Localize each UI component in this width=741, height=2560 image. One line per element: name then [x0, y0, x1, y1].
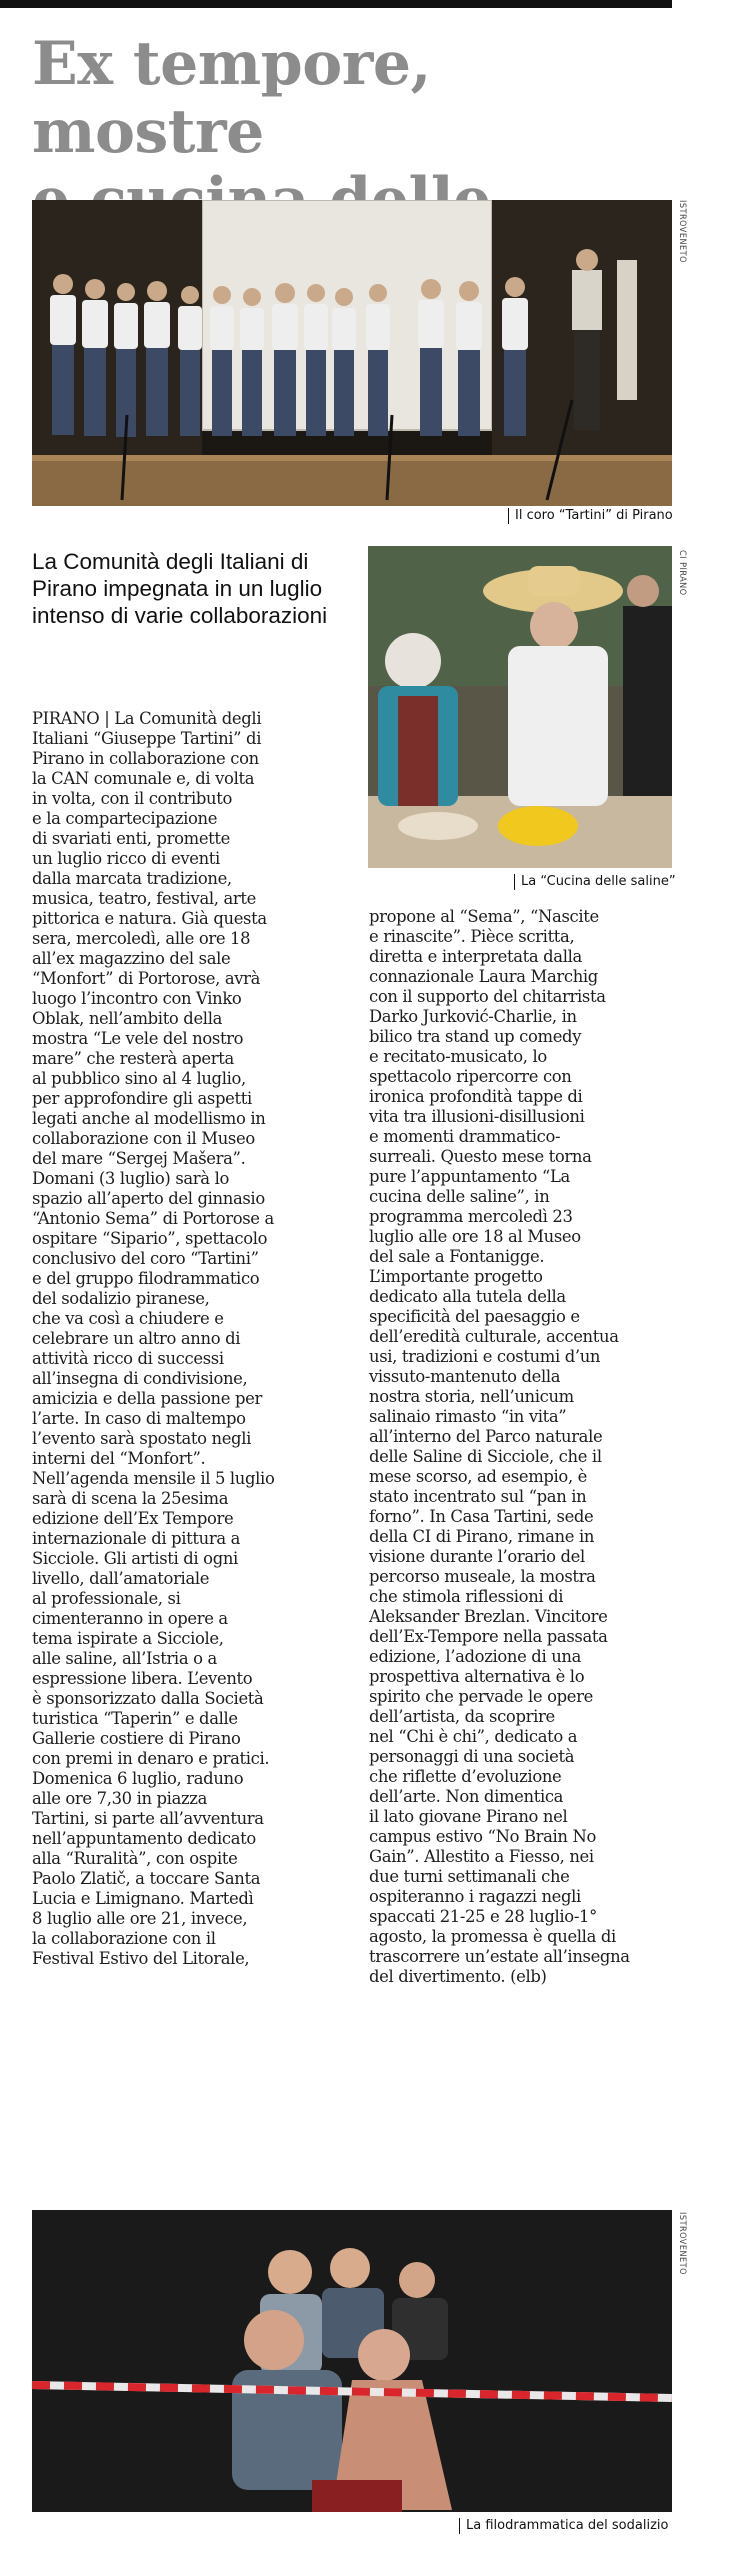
kitchen-photo-caption: La “Cucina delle saline”: [514, 874, 676, 890]
theatre-photo-caption: La filodrammatica del sodalizio: [459, 2518, 668, 2534]
kitchen-photo-credit: CI PIRANO: [677, 550, 687, 596]
choir-photo-caption: Il coro “Tartini” di Pirano: [508, 508, 673, 524]
headline-line-1: Ex tempore, mostre: [32, 29, 431, 167]
article-subheadline: La Comunità degli Italiani di Pirano impegnata in un luglio intenso di varie collaborazioni: [32, 549, 328, 628]
choir-photo-credit: ISTROVENETO: [677, 200, 687, 263]
theatre-photo: [32, 2210, 672, 2512]
article-body-column-1: PIRANO | La Comunità degli Italiani “Giuseppe Tartini” di Pirano in collaborazione con la CAN comunale e, di volta in volta, con il contributo e la compartecipazione di svariati enti, promette un luglio ricco di eventi dalla marcata tradizione, musica, teatro, festival, arte pittorica e natura. Già questa sera, mercoledì, alle ore 18 all’ex magazzino del sale “Monfort” di Portorose, avrà luogo l’incontro con Vinko Oblak, nell’ambito della mostra “Le vele del nostro mare” che resterà aperta al pubblico sino al 4 luglio, per approfondire gli aspetti legati anche al modellismo in collaborazione con il Museo del mare “Sergej Mašera”. Domani (3 luglio) sarà lo spazio all’aperto del ginnasio “Antonio Sema” di Portorose a ospitare “Sipario”, spettacolo conclusivo del coro “Tartini” e del gruppo filodrammatico del sodalizio piranese, che va così a chiudere e celebrare un altro anno di attività ricco di successi all’insegna di condivisione, amicizia e della passione per l’arte. In caso di maltempo l’evento sarà spostato negli interni del “Monfort”. Nell’agenda mensile il 5 luglio sarà di scena la 25esima edizione dell’Ex Tempore internazionale di pittura a Sicciole. Gli artisti di ogni livello, dall’amatoriale al professionale, si cimenteranno in opere a tema ispirate a Sicciole, alle saline, all’Istria o a espressione libera. L’evento è sponsorizzato dalla Società turistica “Taperin” e dalle Gallerie costiere di Pirano con premi in denaro e pratici. Domenica 6 luglio, raduno alle ore 7,30 in piazza Tartini, si parte all’avventura nell’appuntamento dedicato alla “Ruralità”, con ospite Paolo Zlatič, a toccare Santa Lucia e Limignano. Martedì 8 luglio alle ore 21, invece, la collaborazione con il Festival Estivo del Litorale,: [32, 709, 275, 1968]
theatre-photo-credit: ISTROVENETO: [677, 2212, 687, 2275]
article-body-column-2: propone al “Sema”, “Nascite e rinascite”. Pièce scritta, diretta e interpretata dalla connazionale Laura Marchig con il supporto del chitarrista Darko Jurković-Charlie, in bilico tra stand up comedy e recitato-musicato, lo spettacolo ripercorre con ironica profondità tappe di vita tra illusioni-disillusioni e momenti drammatico- surreali. Questo mese torna pure l’appuntamento “La cucina delle saline”, in programma mercoledì 23 luglio alle ore 18 al Museo del sale a Fontanigge. L’importante progetto dedicato alla tutela della specificità del paesaggio e dell’eredità culturale, accentua usi, tradizioni e costumi d’un vissuto-mantenuto della nostra storia, nell’unicum salinaio rimasto “in vita” all’interno del Parco naturale delle Saline di Sicciole, che il mese scorso, ad esempio, è stato incentrato sul “pan in forno”. In Casa Tartini, sede della CI di Pirano, rimane in visione durante l’orario del percorso museale, la mostra che stimola riflessioni di Aleksander Brezlan. Vincitore dell’Ex-Tempore nella passata edizione, l’adozione di una prospettiva alternativa è lo spirito che pervade le opere dell’artista, da scoprire nel “Chi è chi”, dedicato a personaggi di una società che riflette d’evoluzione dell’arte. Non dimentica il lato giovane Pirano nel campus estivo “No Brain No Gain”. Allestito a Fiesso, nei due turni settimanali che ospiteranno i ragazzi negli spaccati 21-25 e 28 luglio-1° agosto, la promessa è quella di trascorrere un’estate all’insegna del divertimento. (elb): [369, 907, 630, 1986]
choir-photo: [32, 200, 672, 506]
kitchen-photo: [368, 546, 672, 868]
top-rule: [0, 0, 672, 8]
